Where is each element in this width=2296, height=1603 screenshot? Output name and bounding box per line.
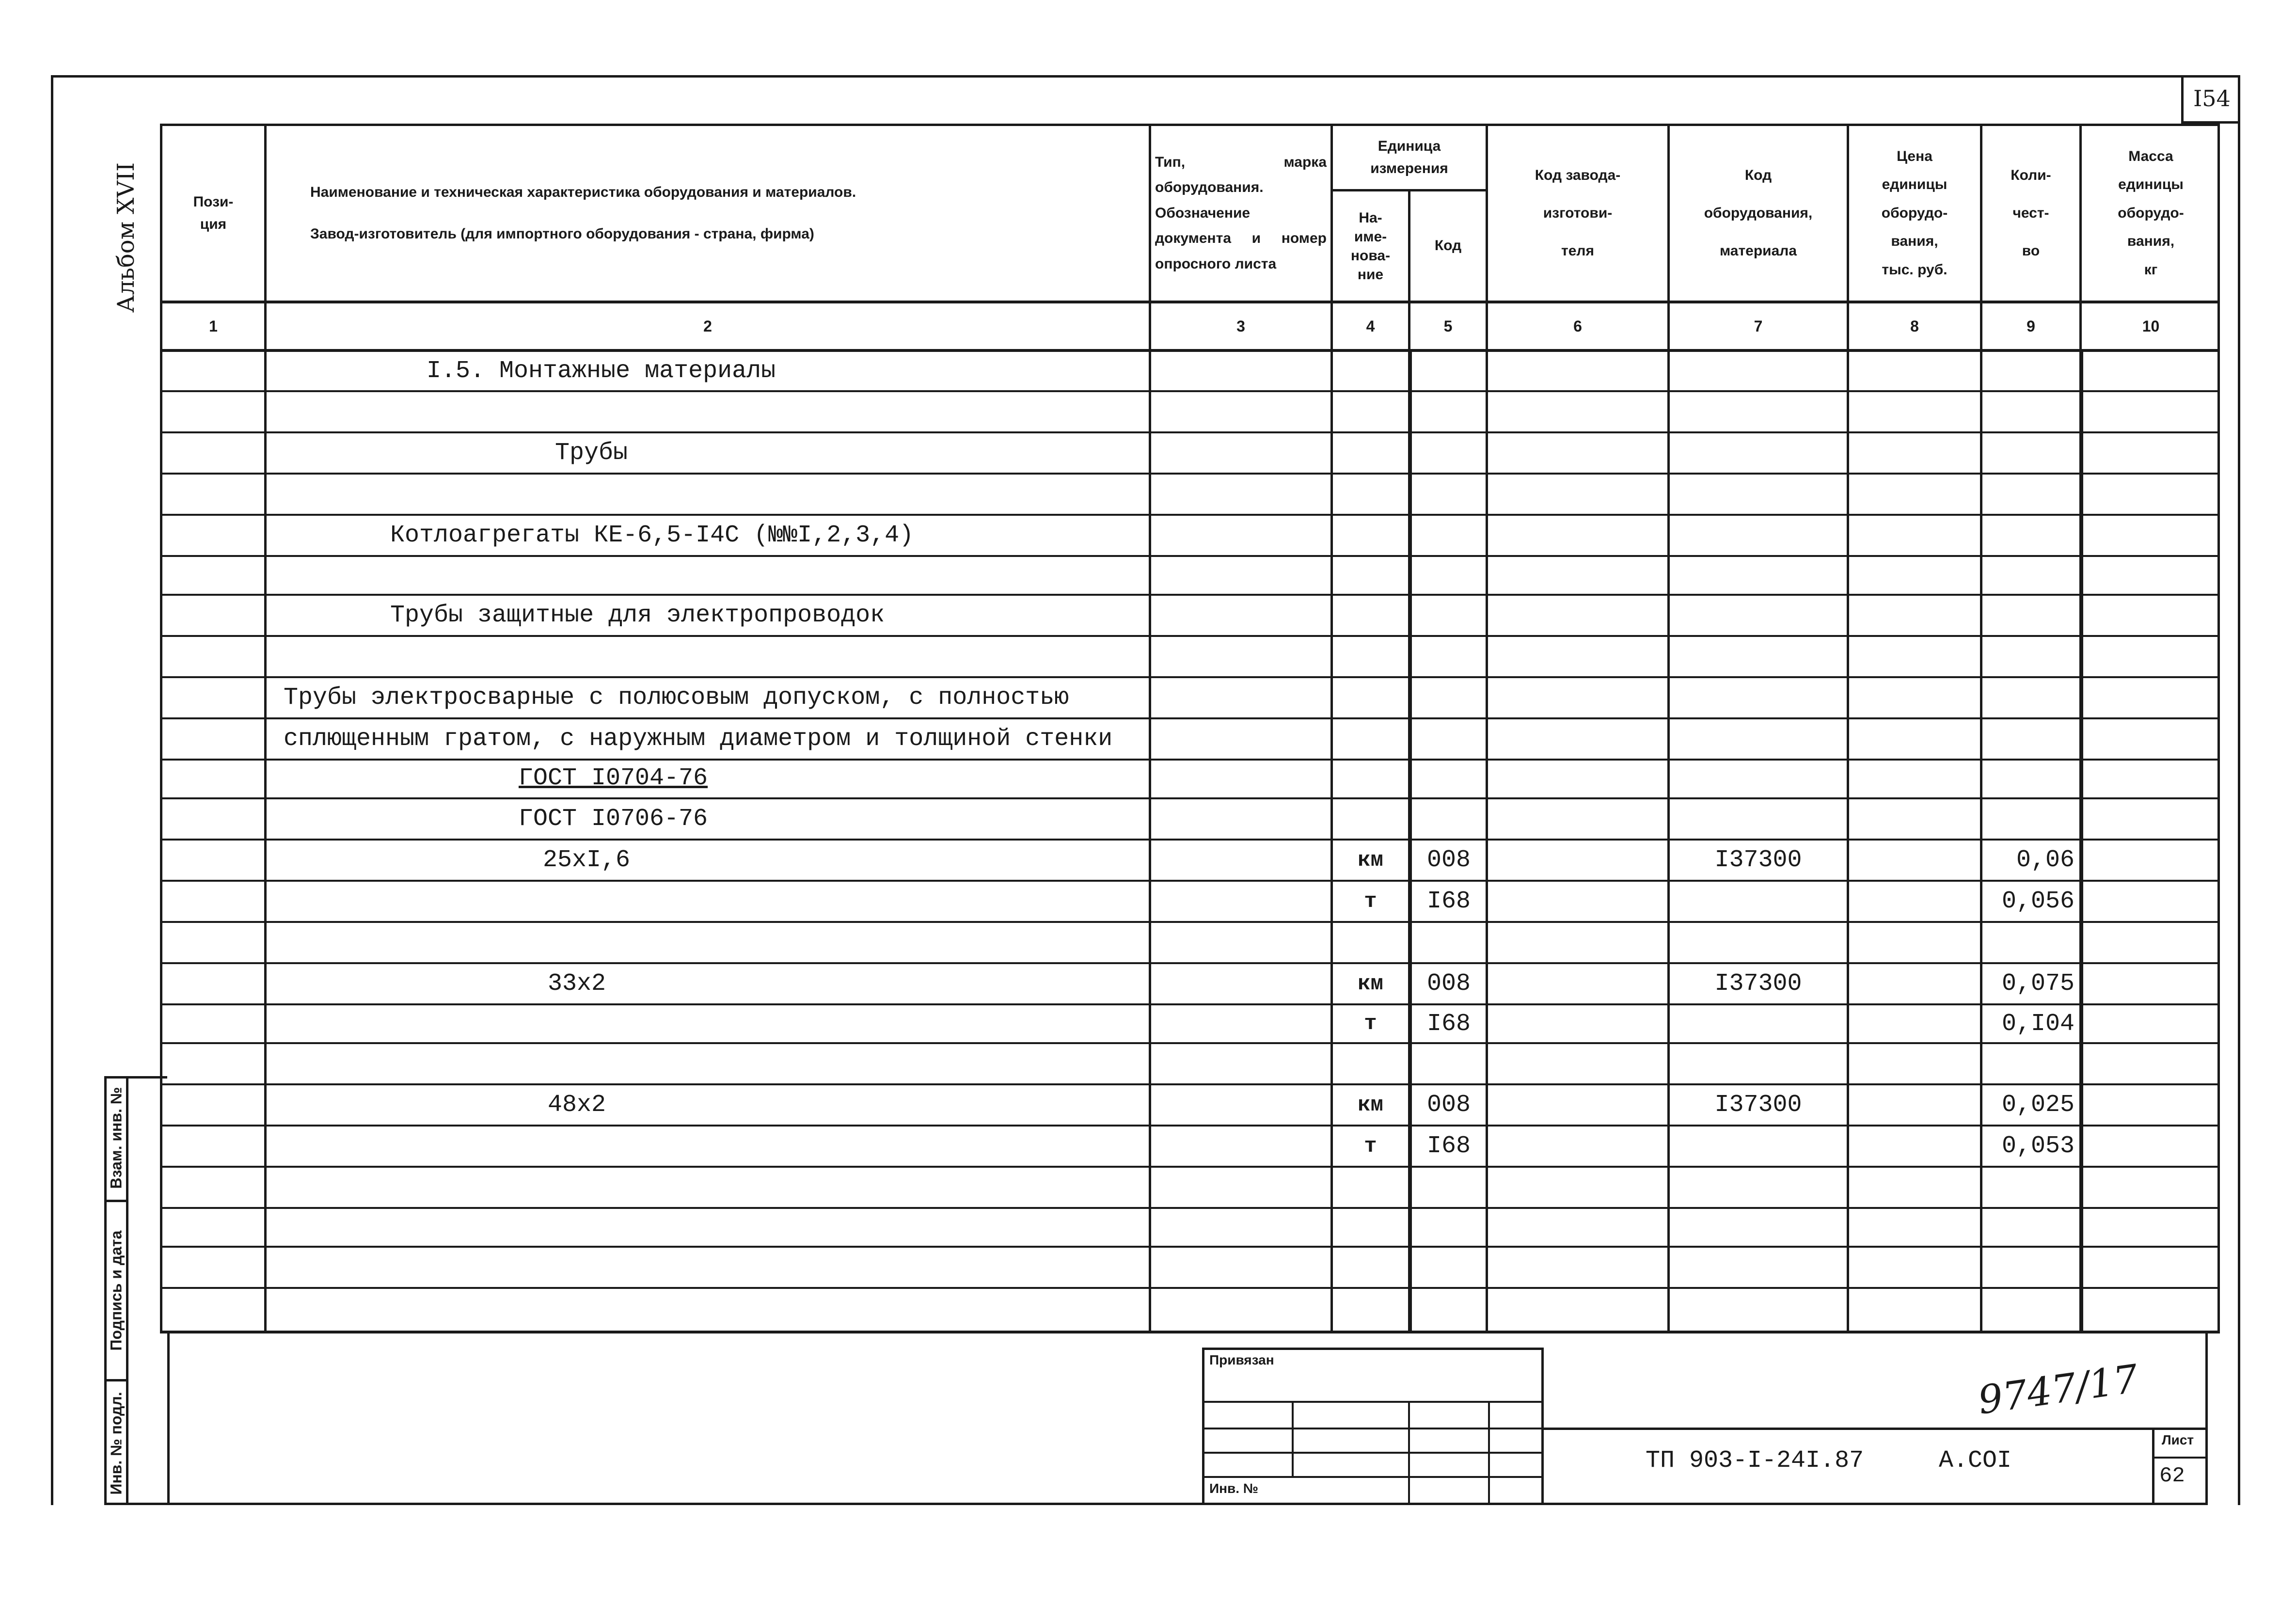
row-unit: км <box>1358 1093 1383 1117</box>
row-qty: 0,056 <box>2001 888 2074 915</box>
row-name: Котлоагрегаты КЕ-6,5-I4С (№№I,2,3,4) <box>390 522 914 549</box>
row-unit: т <box>1364 1134 1377 1159</box>
row-name: Трубы защитные для электропроводок <box>390 602 885 629</box>
handwritten-number: 9747/17 <box>1975 1356 2141 1423</box>
col-num: 5 <box>1443 317 1453 335</box>
col-num: 8 <box>1910 317 1919 335</box>
col-num: 10 <box>2142 317 2160 335</box>
row-qty: 0,I04 <box>2001 1010 2074 1038</box>
row-unit-code: I68 <box>1426 888 1471 915</box>
row-material-code: I37300 <box>1714 1091 1802 1119</box>
row-name: 25хI,6 <box>543 846 631 874</box>
row-unit-code: 008 <box>1426 846 1471 874</box>
sheet-number: 62 <box>2159 1464 2185 1488</box>
row-unit: т <box>1364 889 1377 914</box>
row-name: 33х2 <box>548 970 606 998</box>
col-num: 7 <box>1754 317 1763 335</box>
header-name: Наименование и техническая характеристика оборудования и материалов. Завод-изготовитель (для импортного оборудования - страна, фирма) <box>310 184 856 242</box>
row-name: Трубы электросварные с полюсовым допуском, с полностью <box>284 684 1069 712</box>
row-name: I.5. Монтажные материалы <box>427 357 776 385</box>
header-unit-group: Единица измерения <box>1370 138 1448 176</box>
doc-code: ТП 903-I-24I.87 <box>1646 1447 1864 1475</box>
header-position: Пози- ция <box>193 193 234 232</box>
col-num: 9 <box>2027 317 2035 335</box>
col-num: 1 <box>209 317 218 335</box>
row-qty: 0,075 <box>2001 970 2074 998</box>
row-name: Трубы <box>555 439 628 467</box>
row-name: ГОСТ I0704-76 <box>519 764 708 792</box>
row-qty: 0,053 <box>2001 1132 2074 1160</box>
header-price: Цена единицы оборудо- вания, тыс. руб. <box>1881 148 1948 278</box>
header-factory-code: Код завода- изготови- теля <box>1535 167 1621 259</box>
row-unit-code: I68 <box>1426 1010 1471 1038</box>
row-qty: 0,06 <box>2016 846 2074 874</box>
col-num: 3 <box>1236 317 1245 335</box>
header-mass: Масса единицы оборудо- вания, кг <box>2118 148 2184 278</box>
header-unit-code: Код <box>1434 238 1462 254</box>
sign-date-label: Подпись и дата <box>107 1230 125 1351</box>
row-unit-code: I68 <box>1426 1132 1471 1160</box>
album-label: Альбом XVII <box>112 162 140 313</box>
row-qty: 0,025 <box>2001 1091 2074 1119</box>
inv-orig-label: Инв. № подл. <box>107 1392 125 1495</box>
row-unit: км <box>1358 971 1383 996</box>
row-material-code: I37300 <box>1714 846 1802 874</box>
row-unit-code: 008 <box>1426 1091 1471 1119</box>
header-quantity: Коли- чест- во <box>2011 167 2051 259</box>
row-name: ГОСТ I0706-76 <box>519 805 708 833</box>
row-unit: км <box>1358 848 1383 873</box>
col-num: 4 <box>1366 317 1375 335</box>
row-name: сплющенным гратом, с наружным диаметром и толщиной стенки <box>284 725 1113 753</box>
row-unit-code: 008 <box>1426 970 1471 998</box>
vzam-inv-label: Взам. инв. № <box>107 1087 125 1189</box>
col-num: 2 <box>703 317 712 335</box>
header-material-code: Код оборудования, материала <box>1704 167 1813 259</box>
row-name: 48х2 <box>548 1091 606 1119</box>
header-unit-name: На- име- нова- ние <box>1350 209 1391 283</box>
album-code: А.СОI <box>1939 1447 2012 1475</box>
page-number: I54 <box>2181 75 2240 124</box>
privyazan-label: Привязан <box>1209 1352 1274 1367</box>
row-material-code: I37300 <box>1714 970 1802 998</box>
sheet-label: Лист <box>2162 1432 2194 1447</box>
row-unit: т <box>1364 1012 1377 1036</box>
col-num: 6 <box>1573 317 1582 335</box>
inv-no-label: Инв. № <box>1209 1481 1259 1496</box>
header-type: Тип, марка оборудования. Обозначение документа и номер опросного листа <box>1155 154 1327 272</box>
